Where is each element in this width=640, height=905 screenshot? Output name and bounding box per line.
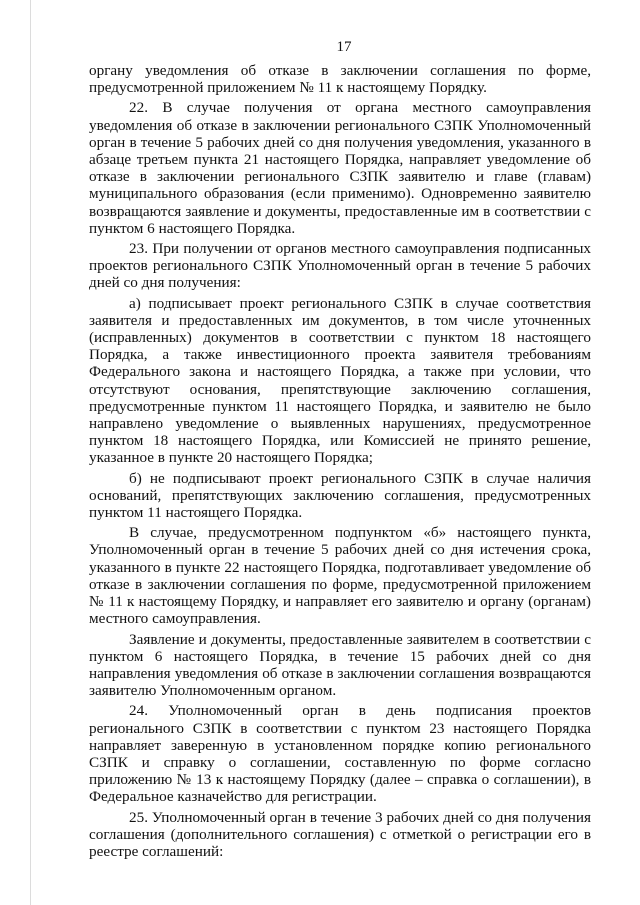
scan-edge-line	[30, 0, 31, 905]
paragraph-continuation: органу уведомления об отказе в заключении соглашения по форме, предусмотренной приложением № 11 к настоящему Порядку.	[89, 62, 591, 97]
paragraph-23-case-b: В случае, предусмотренном подпунктом «б» настоящего пункта, Уполномоченный орган в течение 5 рабочих дней со дня истечения срока, указанного в пункте 22 настоящего Порядка, подготавливает уведомление об отказе в заключении соглашения по форме, предусмотренной приложением № 11 к настоящему Порядку, и направляет его заявителю и органу (органам) местного самоуправления.	[89, 524, 591, 628]
paragraph-23-a: а) подписывает проект регионального СЗПК в случае соответствия заявителя и предоставленных им документов, в том числе уточненных (исправленных) документов в соответствии с пунктом 18 настоящего Порядка, а также инвестиционного проекта заявителя требованиям Федерального закона и настоящего Порядка, а также при условии, что отсутствуют основания, препятствующие заключению соглашения, предусмотренные пунктом 11 настоящего Порядка, и заявителю не было направлено уведомление о выявленных нарушениях, предусмотренное пунктом 18 настоящего Порядка, или Комиссией не принято решение, указанное в пункте 20 настоящего Порядка;	[89, 294, 591, 467]
paragraph-24: 24. Уполномоченный орган в день подписания проектов регионального СЗПК в соответствии с пунктом 23 настоящего Порядка направляет заверенную в установленном порядке копию регионального СЗПК и справку о соглашении, составленную по форме согласно приложению № 13 к настоящему Порядку (далее – справка о соглашении), в Федеральное казначейство для регистрации.	[89, 702, 591, 806]
paragraph-23: 23. При получении от органов местного самоуправления подписанных проектов регионального СЗПК Уполномоченный орган в течение 5 рабочих дней со дня получения:	[89, 240, 591, 292]
paragraph-25: 25. Уполномоченный орган в течение 3 рабочих дней со дня получения соглашения (дополнительного соглашения) с отметкой о регистрации его в реестре соглашений:	[89, 808, 591, 860]
paragraph-23-return-documents: Заявление и документы, предоставленные заявителем в соответствии с пунктом 6 настоящего Порядка, в течение 15 рабочих дней со дня направления уведомления об отказе в заключении соглашения возвращаются заявителю Уполномоченным органом.	[89, 630, 591, 700]
paragraph-23-b: б) не подписывают проект регионального СЗПК в случае наличия оснований, препятствующих заключению соглашения, предусмотренных пунктом 11 настоящего Порядка.	[89, 469, 591, 522]
paragraph-22: 22. В случае получения от органа местного самоуправления уведомления об отказе в заключении регионального СЗПК Уполномоченный орган в течение 5 рабочих дней со дня получения уведомления, указанного в абзаце третьем пункта 21 настоящего Порядка, направляет уведомление об отказе в заключении регионального СЗПК заявителю и главе (главам) муниципального образования (если применимо). Одновременно заявителю возвращаются заявление и документы, предоставленные им в соответствии с пунктом 6 настоящего Порядка.	[89, 99, 591, 237]
page-number: 17	[336, 39, 352, 55]
